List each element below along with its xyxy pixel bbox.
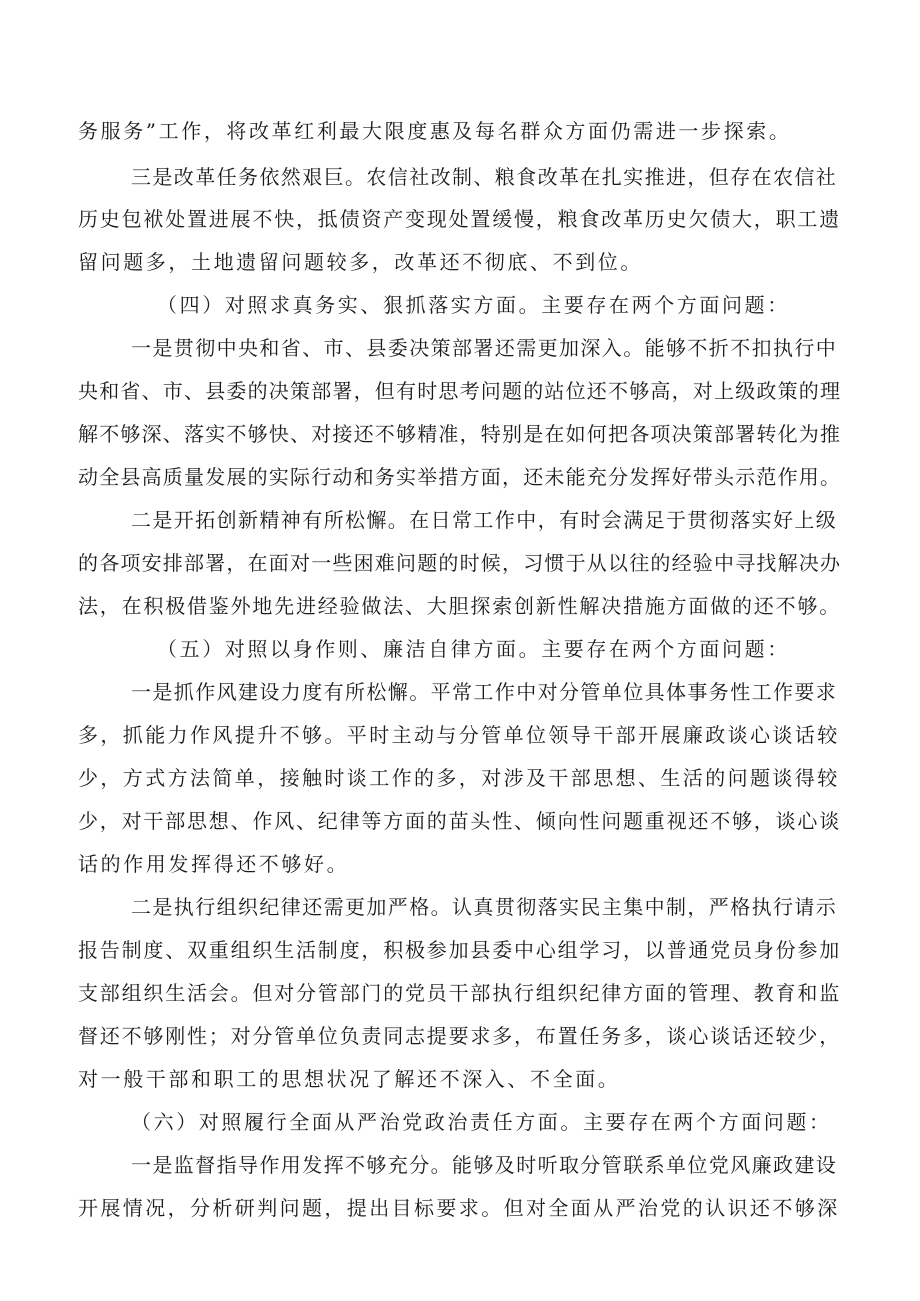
- text-line: 三是改革任务依然艰巨。农信社改制、粮食改革在扎实推进，但存在农信社: [131, 165, 838, 189]
- text-line: 务服务”工作，将改革红利最大限度惠及每名群众方面仍需进一步探索。: [78, 119, 792, 143]
- text-line: 一是贯彻中央和省、市、县委决策部署还需更加深入。能够不折不扣执行中: [131, 336, 838, 360]
- text-line: 督还不够刚性；对分管单位负责同志提要求多，布置任务多，谈心谈话还较少，: [78, 1024, 841, 1048]
- text-line: 历史包袱处置进展不快，抵债资产变现处置缓慢，粮食改革历史欠债大，职工遗: [78, 207, 841, 231]
- text-line: 的各项安排部署，在面对一些困难问题的时候，习惯于从以往的经验中寻找解决办: [78, 551, 842, 575]
- text-line: 报告制度、双重组织生活制度，积极参加县委中心组学习，以普通党员身份参加: [78, 938, 841, 962]
- text-line: 少，方式方法简单，接触时谈工作的多，对涉及干部思想、生活的问题谈得较: [78, 766, 840, 790]
- text-line: 二是执行组织纪律还需更加严格。认真贯彻落实民主集中制，严格执行请示: [131, 895, 838, 919]
- section-heading: （五）对照以身作则、廉洁自律方面。主要存在两个方面问题：: [157, 637, 790, 661]
- text-line: 一是抓作风建设力度有所松懈。平常工作中对分管单位具体事务性工作要求: [131, 680, 838, 704]
- section-heading: （六）对照履行全面从严治党政治责任方面。主要存在两个方面问题：: [131, 1110, 832, 1134]
- text-line: 二是开拓创新精神有所松懈。在日常工作中，有时会满足于贯彻落实好上级: [131, 508, 838, 532]
- text-line: 一是监督指导作用发挥不够充分。能够及时听取分管联系单位党风廉政建设: [131, 1153, 838, 1177]
- text-line: 话的作用发挥得还不够好。: [78, 852, 350, 876]
- text-line: 支部组织生活会。但对分管部门的党员干部执行组织纪律方面的管理、教育和监: [78, 981, 841, 1005]
- text-line: 对一般干部和职工的思想状况了解还不深入、不全面。: [78, 1067, 621, 1091]
- text-line: 开展情况，分析研判问题，提出目标要求。但对全面从严治党的认识还不够深: [78, 1196, 840, 1220]
- section-heading: （四）对照求真务实、狠抓落实方面。主要存在两个方面问题：: [157, 293, 790, 317]
- text-line: 解不够深、落实不够快、对接还不够精准，特别是在如何把各项决策部署转化为推: [78, 422, 842, 446]
- text-line: 多，抓能力作风提升不够。平时主动与分管单位领导干部开展廉政谈心谈话较: [78, 723, 840, 747]
- text-line: 少，对干部思想、作风、纪律等方面的苗头性、倾向性问题重视还不够，谈心谈: [78, 809, 841, 833]
- text-line: 法，在积极借鉴外地先进经验做法、大胆探索创新性解决措施方面做的还不够。: [78, 594, 841, 618]
- text-line: 央和省、市、县委的决策部署，但有时思考问题的站位还不够高，对上级政策的理: [78, 379, 842, 403]
- text-line: 留问题多，土地遗留问题较多，改革还不彻底、不到位。: [78, 250, 643, 274]
- text-line: 动全县高质量发展的实际行动和务实举措方面，还未能充分发挥好带头示范作用。: [78, 465, 842, 489]
